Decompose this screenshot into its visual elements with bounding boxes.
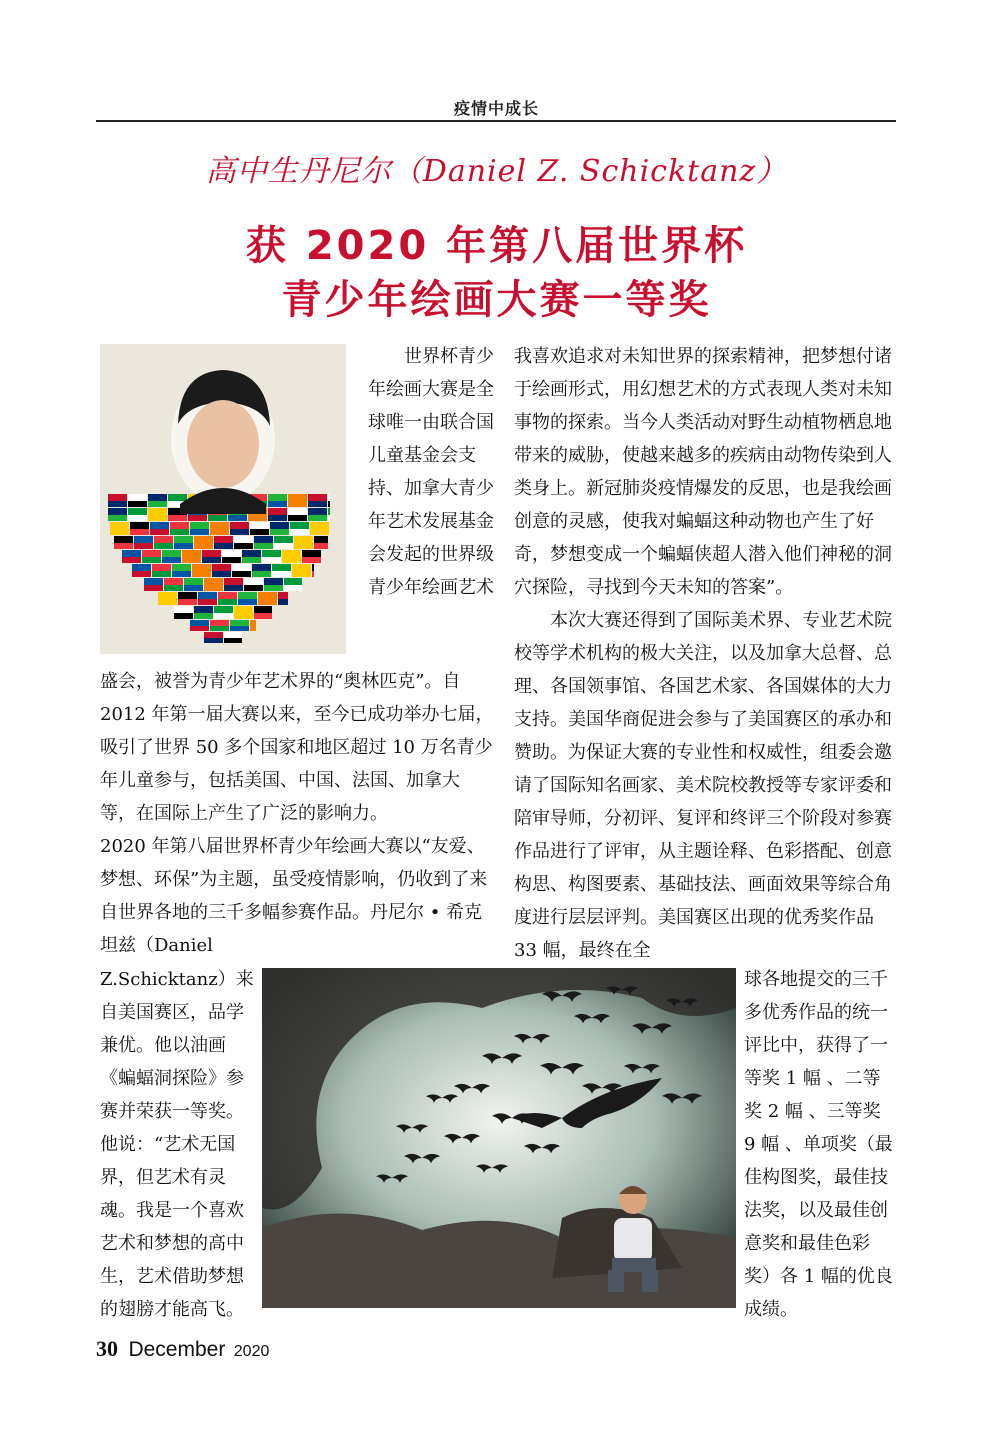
article-text-left-top	[368, 340, 494, 604]
paragraph: 2020 年第八届世界杯青少年绘画大赛以“友爱、梦想、环保”为主题，虽受疫情影响，仍收到了来自世界各地的三千多幅参赛作品。丹尼尔 • 希克坦兹（Daniel	[100, 836, 488, 956]
paragraph: 我喜欢追求对未知世界的探索精神，把梦想付诸于绘画形式，用幻想艺术的方式表现人类对未知事物的探索。当今人类活动对野生动植物栖息地带来的威胁，使越来越多的疾病由动物传染到人类身上。新冠肺炎疫情爆发的反思，也是我绘画创意的灵感，使我对蝙蝠这种动物也产生了好奇，梦想变成一个蝙蝠侠超人潜入他们神秘的洞穴探险，寻找到今天未知的答案”。	[514, 346, 892, 598]
footer-year: 2020	[233, 1343, 270, 1360]
header-rule	[96, 120, 896, 122]
page-number: 30	[96, 1336, 118, 1361]
article-text-right-bottom	[744, 963, 896, 1326]
article-headline-line1: 获 2020 年第八届世界杯	[245, 223, 748, 269]
bat-cave-painting	[262, 968, 736, 1308]
paragraph: 盛会，被誉为青少年艺术界的“奥林匹克”。自 2012 年第一届大赛以来，至今已成功举办七届，吸引了世界 50 多个国家和地区超过 10 万名青少年儿童参与，包括美国、中国、法国、加拿大等，在国际上产生了广泛的影响力。	[100, 671, 494, 824]
section-header: 疫情中成长	[453, 99, 539, 118]
paragraph: Z.Schicktanz）来自美国赛区，品学兼优。他以油画《蝙蝠洞探险》参赛并荣获一等奖。他说：“艺术无国界，但艺术有灵魂。我是一个喜欢艺术和梦想的高中生，艺术借助梦想的翅膀才能高飞。	[100, 969, 254, 1320]
article-subtitle: 高中生丹尼尔（Daniel Z. Schicktanz）	[205, 154, 788, 189]
paragraph: 本次大赛还得到了国际美术界、专业艺术院校等学术机构的极大关注，以及加拿大总督、总理、各国领事馆、各国艺术家、各国媒体的大力支持。美国华商促进会参与了美国赛区的承办和赞助。为保证大赛的专业性和权威性，组委会邀请了国际知名画家、美术院校教授等专家评委和陪审导师，分初评、复评和终评三个阶段对参赛作品进行了评审，从主题诠释、色彩搭配、创意构思、构图要素、基础技法、画面效果等综合角度进行层层评判。美国赛区出现的优秀奖作品 33 幅，最终在全	[514, 610, 892, 961]
footer-month: December	[128, 1338, 226, 1361]
article-text-left-bottom	[100, 963, 256, 1326]
portrait-photo	[100, 344, 346, 654]
paragraph: 世界杯青少年绘画大赛是全球唯一由联合国儿童基金会支持、加拿大青少年艺术发展基金会发起的世界级青少年绘画艺术	[368, 346, 494, 598]
article-headline-line2: 青少年绘画大赛一等奖	[281, 277, 712, 323]
article-text-right-top	[514, 340, 896, 967]
page-footer	[96, 1336, 269, 1362]
article-text-left-mid	[100, 665, 494, 962]
paragraph: 球各地提交的三千多优秀作品的统一评比中，获得了一等奖 1 幅 、二等奖 2 幅 、三等奖 9 幅 、单项奖（最佳构图奖，最佳技法奖，以及最佳创意奖和最佳色彩奖）各 1 幅的优良成绩。	[744, 969, 893, 1320]
